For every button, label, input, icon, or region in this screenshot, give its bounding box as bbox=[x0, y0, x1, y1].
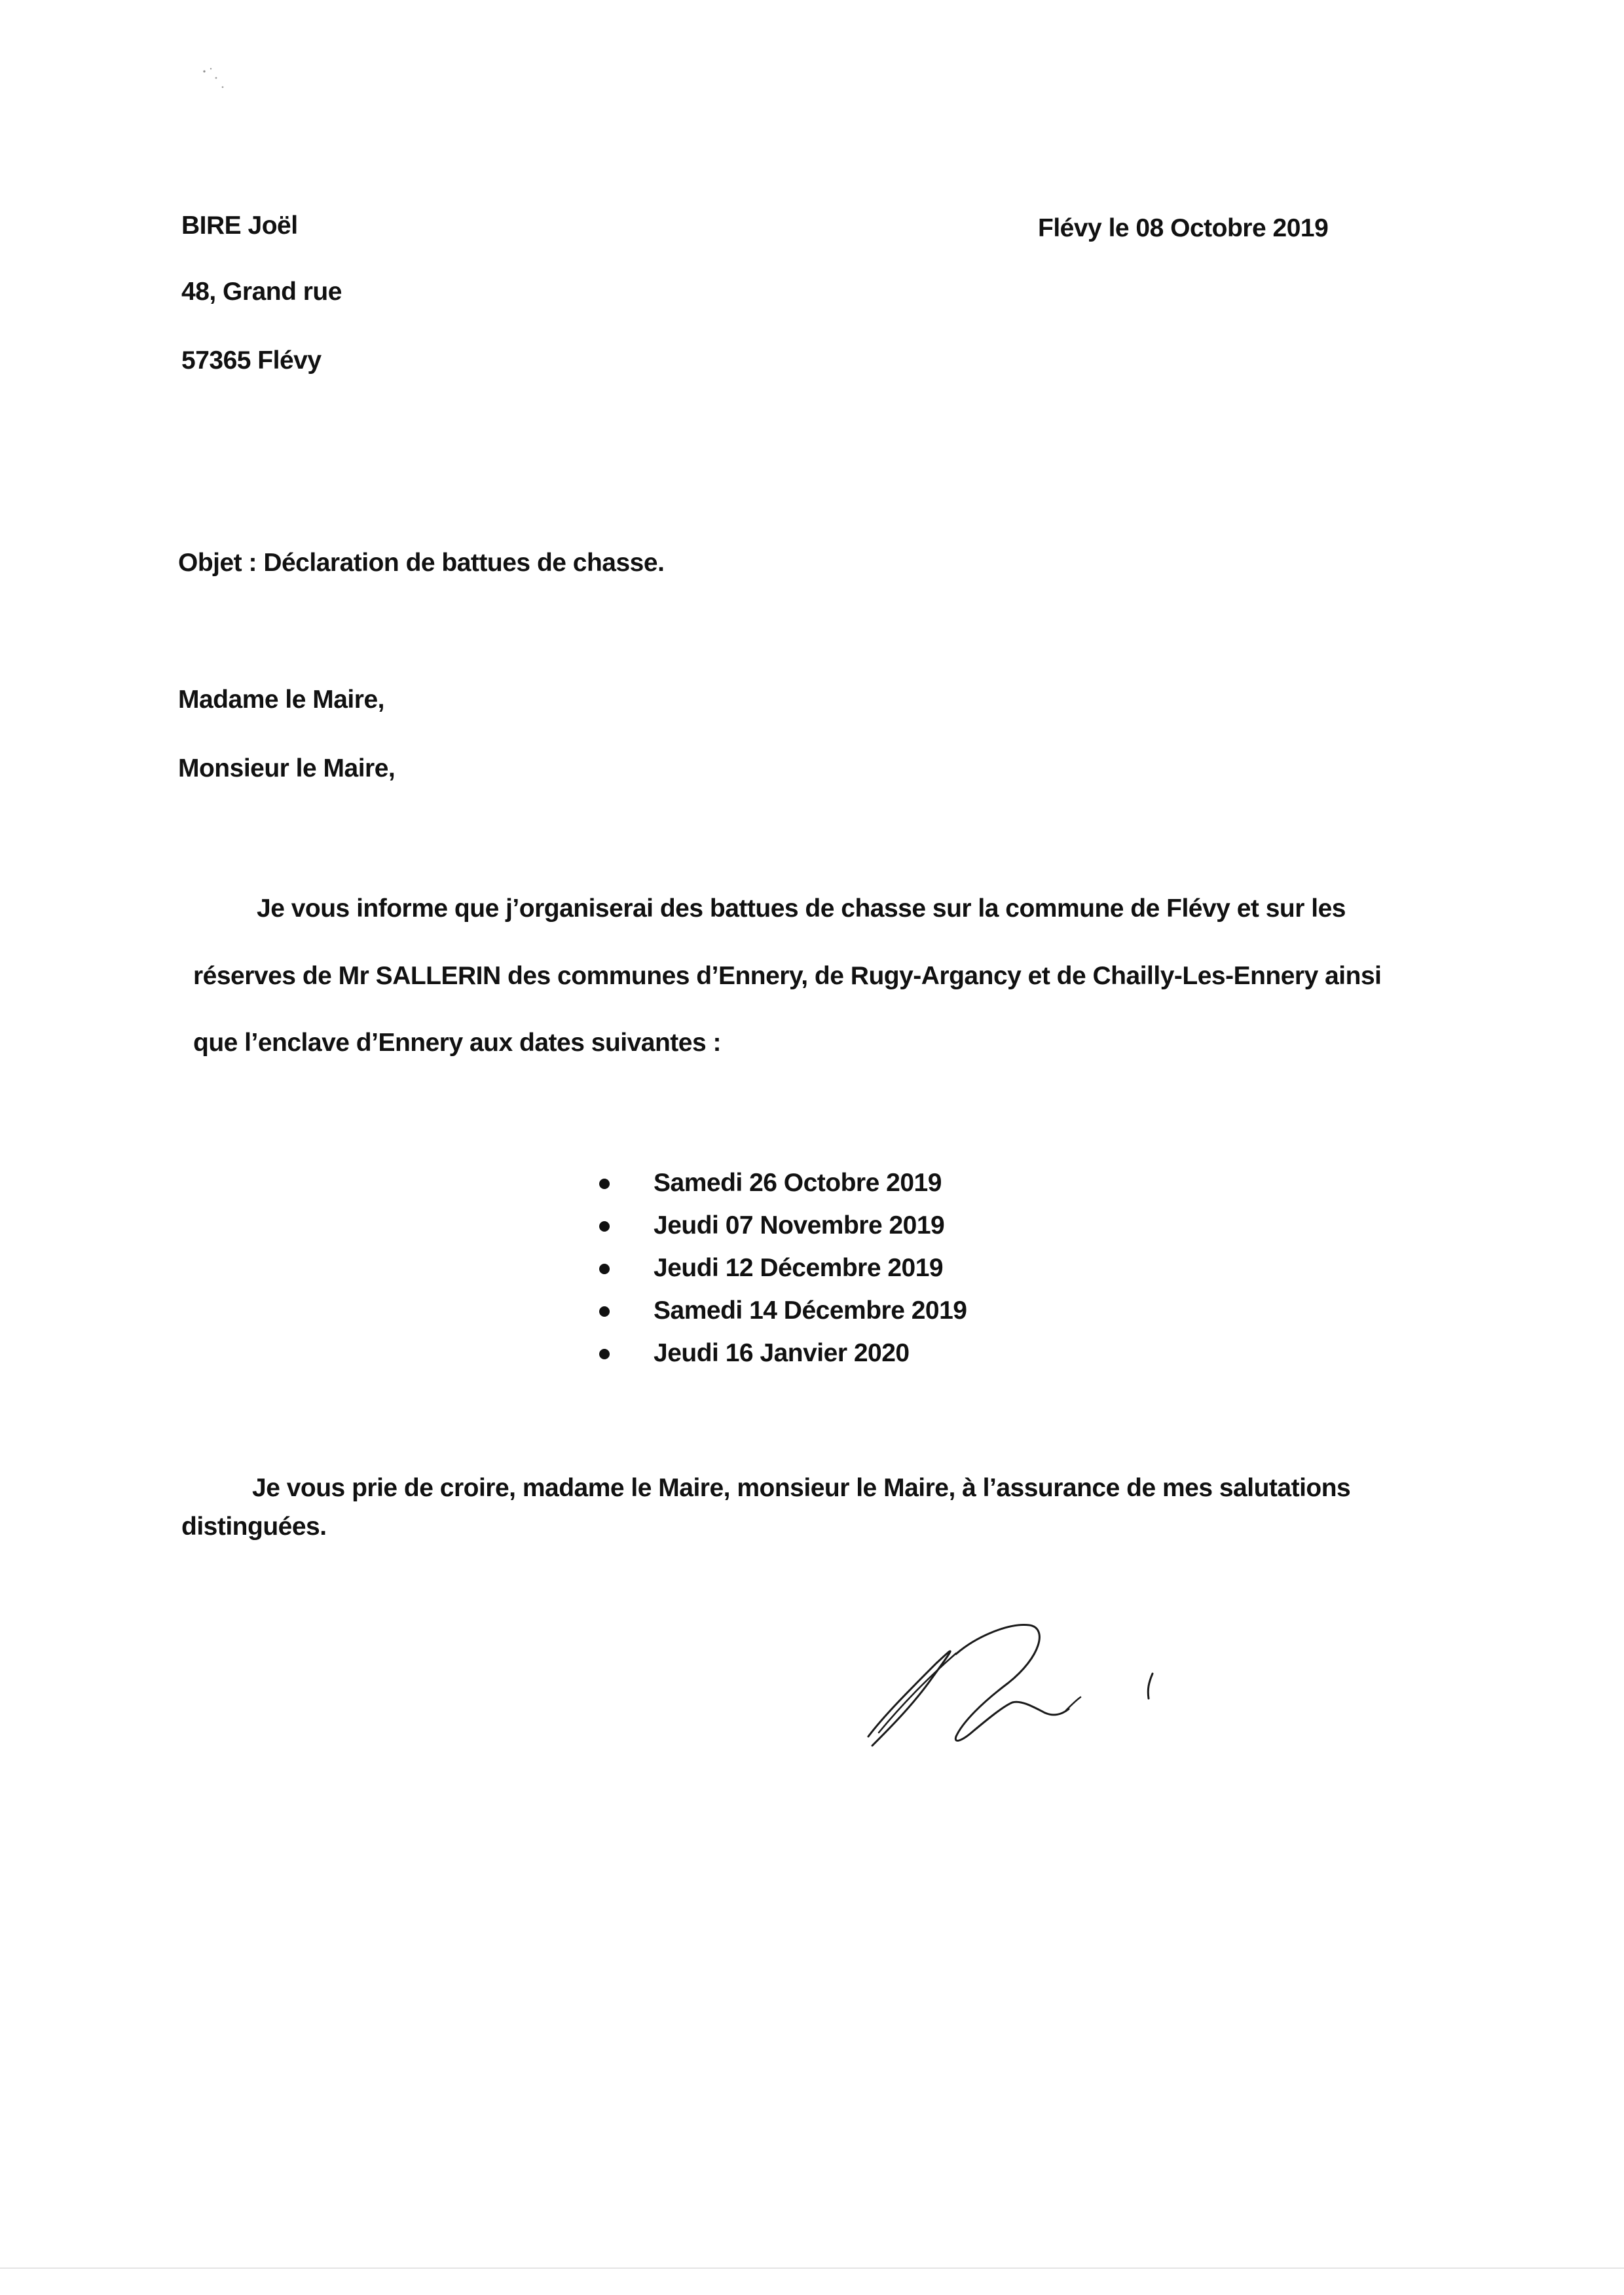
scan-edge-line bbox=[0, 2267, 1624, 2269]
bullet-icon bbox=[599, 1221, 610, 1232]
list-item bbox=[599, 1337, 967, 1380]
list-item bbox=[599, 1209, 967, 1252]
bullet-icon bbox=[599, 1264, 610, 1274]
sender-street: 48, Grand rue bbox=[181, 278, 342, 306]
bullet-icon bbox=[599, 1179, 610, 1189]
handwritten-signature bbox=[858, 1585, 1198, 1755]
list-item bbox=[599, 1167, 967, 1209]
hunt-date: Samedi 26 Octobre 2019 bbox=[654, 1169, 942, 1197]
body-line: Je vous informe que j’organiserai des battues de chasse sur la commune de Flévy et sur les bbox=[257, 894, 1346, 923]
hunt-dates-list bbox=[599, 1167, 967, 1380]
bullet-icon bbox=[599, 1349, 610, 1359]
list-item bbox=[599, 1294, 967, 1337]
letter-subject: Objet : Déclaration de battues de chasse. bbox=[178, 549, 665, 577]
hunt-date: Jeudi 16 Janvier 2020 bbox=[654, 1339, 910, 1367]
body-line: que l’enclave d’Ennery aux dates suivantes : bbox=[193, 1029, 721, 1057]
hunt-date: Jeudi 12 Décembre 2019 bbox=[654, 1254, 944, 1282]
salutation-monsieur: Monsieur le Maire, bbox=[178, 754, 396, 782]
sender-name: BIRE Joël bbox=[181, 211, 298, 240]
hunt-date: Jeudi 07 Novembre 2019 bbox=[654, 1211, 945, 1239]
list-item bbox=[599, 1252, 967, 1294]
closing-line: distinguées. bbox=[181, 1513, 327, 1541]
bullet-icon bbox=[599, 1306, 610, 1317]
sender-city: 57365 Flévy bbox=[181, 346, 322, 375]
letter-date: Flévy le 08 Octobre 2019 bbox=[1038, 214, 1329, 242]
scan-specks bbox=[196, 62, 236, 101]
hunt-date: Samedi 14 Décembre 2019 bbox=[654, 1296, 967, 1325]
salutation-madame: Madame le Maire, bbox=[178, 686, 384, 714]
body-line: réserves de Mr SALLERIN des communes d’Ennery, de Rugy-Argancy et de Chailly-Les-Ennery ainsi bbox=[193, 962, 1382, 990]
closing-line: Je vous prie de croire, madame le Maire, monsieur le Maire, à l’assurance de mes salutations bbox=[252, 1474, 1351, 1502]
